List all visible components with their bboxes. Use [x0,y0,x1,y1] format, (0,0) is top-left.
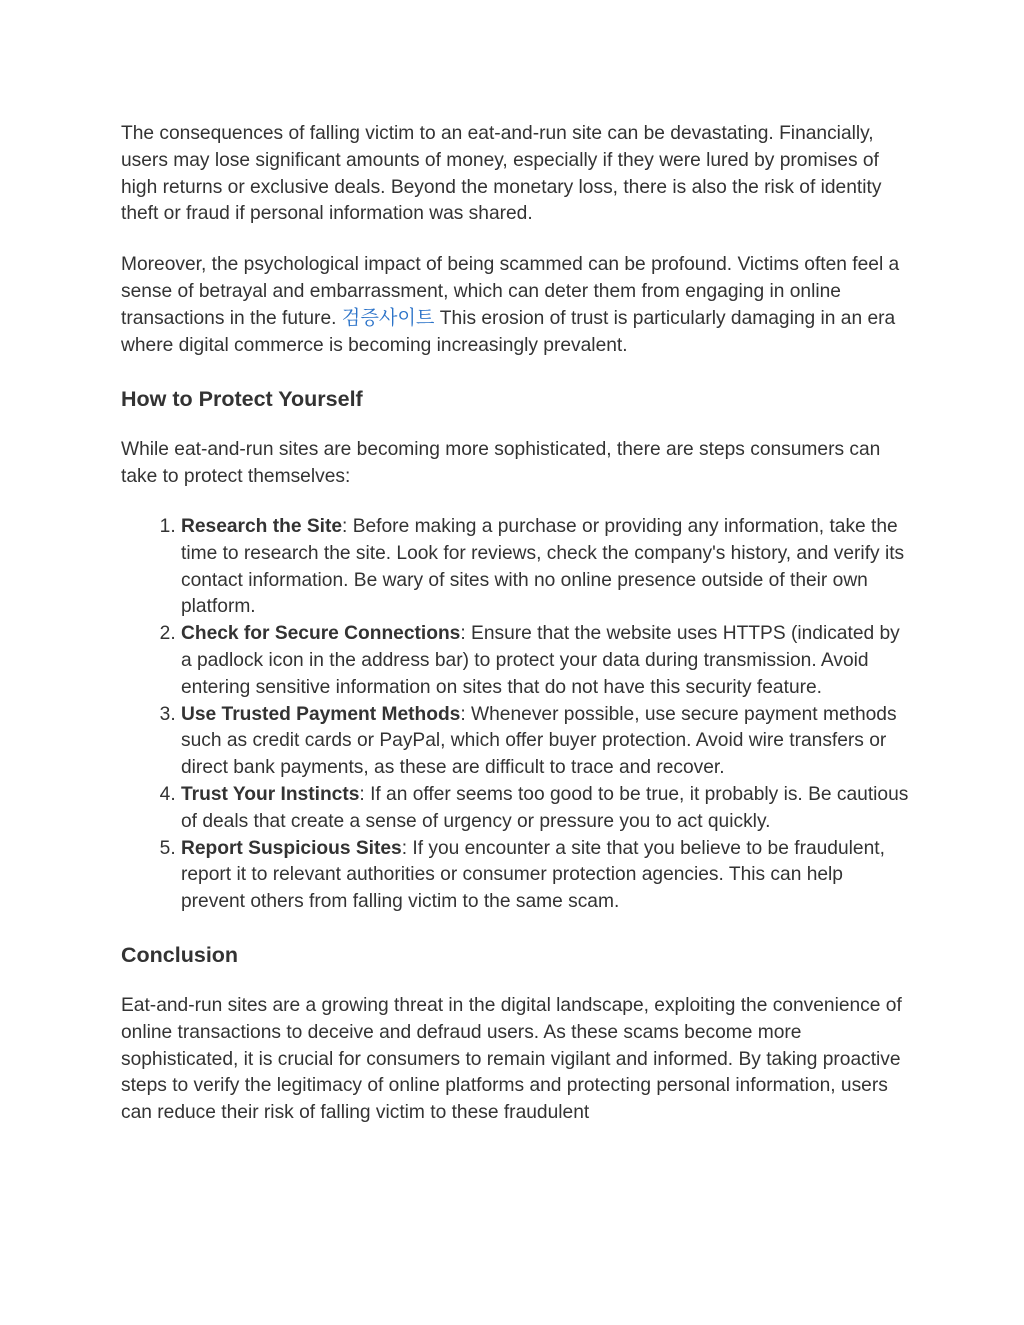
list-item-text: : Before making a purchase or providing any information, take the time to research the site. Look for reviews, check the company's history, and verify its contact information. Be wary of sites with no online presence outside of their own platform. [181,515,905,618]
list-item-title: Trust Your Instincts [181,783,360,805]
list-item-title: Research the Site [181,515,343,537]
list-item-text: : If you encounter a site that you believe to be fraudulent, report it to relevant authorities or consumer protection agencies. This can help prevent others from falling victim to the same scam. [181,837,885,913]
list-item [181,621,911,701]
list-item-title: Use Trusted Payment Methods [181,703,461,725]
verification-site-link[interactable]: 검증사이트 [341,307,435,329]
list-item [181,836,911,916]
psychological-text-after-link: This erosion of trust is particularly damaging in an era where digital commerce is becoming increasingly prevalent. [121,307,896,356]
list-item-text: : If an offer seems too good to be true, it probably is. Be cautious of deals that create a sense of urgency or pressure you to act quickly. [181,783,909,832]
list-item-title: Check for Secure Connections [181,623,461,645]
list-item [181,702,911,782]
psychological-text-before-link: Moreover, the psychological impact of being scammed can be profound. Victims often feel a sense of betrayal and embarrassment, which can deter them from engaging in online transactions in the future. [121,254,900,329]
protect-yourself-heading: How to Protect Yourself [121,387,363,412]
list-item-title: Report Suspicious Sites [181,837,402,859]
psychological-impact-paragraph [121,252,911,359]
conclusion-paragraph: Eat-and-run sites are a growing threat in the digital landscape, exploiting the convenience of online transactions to deceive and defraud users. As these scams become more sophisticated, it is crucial for consumers to remain vigilant and informed. By taking proactive steps to verify the legitimacy of online platforms and protecting personal information, users can reduce their risk of falling victim to these fraudulent [121,994,902,1124]
conclusion-heading: Conclusion [121,942,239,967]
protection-steps-list [121,514,911,916]
list-item [181,514,911,621]
protect-intro-paragraph: While eat-and-run sites are becoming more sophisticated, there are steps consumers can take to protect themselves: [121,439,881,488]
consequences-paragraph: The consequences of falling victim to an eat-and-run site can be devastating. Financially, users may lose significant amounts of money, especially if they were lured by promises of high returns or exclusive deals. Beyond the monetary loss, there is also the risk of identity theft or fraud if personal information was shared. [121,123,882,225]
list-item-text: : Whenever possible, use secure payment methods such as credit cards or PayPal, which offer buyer protection. Avoid wire transfers or direct bank payments, as these are difficult to trace and recover. [181,703,897,779]
document-page [121,121,911,1127]
list-item-text: : Ensure that the website uses HTTPS (indicated by a padlock icon in the address bar) to protect your data during transmission. Avoid entering sensitive information on sites that do not have this security feature. [181,623,900,698]
list-item [181,782,911,836]
